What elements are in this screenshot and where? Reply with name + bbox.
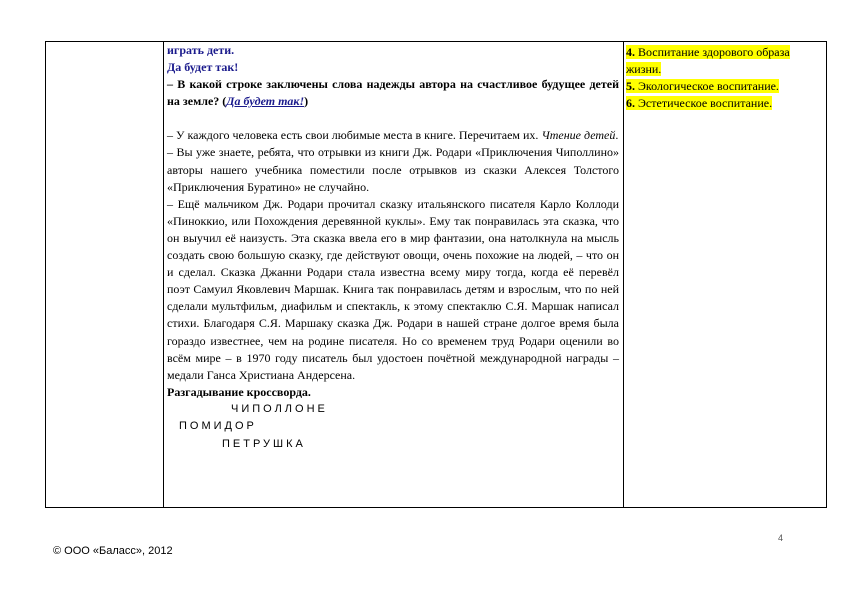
reading-italic: Чтение детей [541,128,616,143]
lesson-table [45,41,827,508]
table-divider-2 [623,42,624,507]
page-number: 4 [778,533,784,543]
crossword-word-3: ПЕТРУШКА [222,437,306,450]
table-border-left [45,42,46,507]
reading-paragraph [167,127,619,144]
upbringing-item-6-text: Эстетическое воспитание. [635,96,773,111]
copyright-footer: © ООО «Баласс», 2012 [53,545,173,557]
intro-paragraph: – Вы уже знаете, ребята, что отрывки из книги Дж. Родари «Приключения Чиполлино» авторы нашего учебника поместили после отрывков из сказки Алексея Толстого «Приключения Буратино» не случайно. [167,145,619,194]
upbringing-item-5 [626,79,779,93]
upbringing-item-4-num: 4. [626,45,635,59]
story-paragraph: – Ещё мальчиком Дж. Родари прочитал сказку итальянского писателя Карло Коллоди «Пиноккио, или Похождения деревянной куклы». Ему так понравилась эта сказка, что он выучил её наизусть. Эта сказка ввела его в мир фантазии, она натолкнула на мысль создать свою большую сказку, где действуют овощи, очень похожие на людей, – что он и сделал. Сказка Джанни Родари стала известна всему миру тогда, когда её перевёл поэт Самуил Яковлевич Маршак. Книга так понравилась детям и взрослым, что по ней сделали мультфильм, диафильм и спектакль, к этому спектаклю С.Я. Маршак написал стихи. Благодаря С.Я. Маршаку сказка Дж. Родари в нашей стране долгое время была гораздо известнее, чем на родине писателя. Но со временем труд Родари оценили во всём мире – в 1970 году писатель был удостоен почётной международной награды – медали Ганса Христиана Андерсена. [167,196,619,382]
crossword-word-1: ЧИПОЛЛОНЕ [231,402,328,415]
upbringing-item-6-num: 6. [626,96,635,111]
upbringing-item-6 [626,96,772,110]
crossword-word-2: ПОМИДОР [179,420,257,433]
lesson-content-column [167,42,619,453]
question-answer: Да будет так! [226,94,305,109]
question-paragraph [167,76,619,110]
upbringing-item-5-text: Экологическое воспитание. [635,79,779,94]
text-line-1: играть дети. [167,43,235,57]
question-close: ) [304,94,309,109]
crossword-heading: Разгадывание кроссворда. [167,384,311,399]
text-line-2: Да будет так! [167,60,239,75]
upbringing-item-5-num: 5. [626,79,635,94]
reading-dot: . [615,128,619,143]
upbringing-item-4 [626,45,790,76]
upbringing-item-4-text: Воспитание здорового образа жизни. [626,45,790,77]
upbringing-column [626,44,822,112]
table-border-right [826,42,827,507]
question-text: – В какой строке заключены слова надежды автора на счастливое будущее детей на земле? ( [167,77,619,109]
table-divider-1 [163,42,164,507]
reading-text: – У каждого человека есть свои любимые места в книге. Перечитаем их. [167,128,542,143]
